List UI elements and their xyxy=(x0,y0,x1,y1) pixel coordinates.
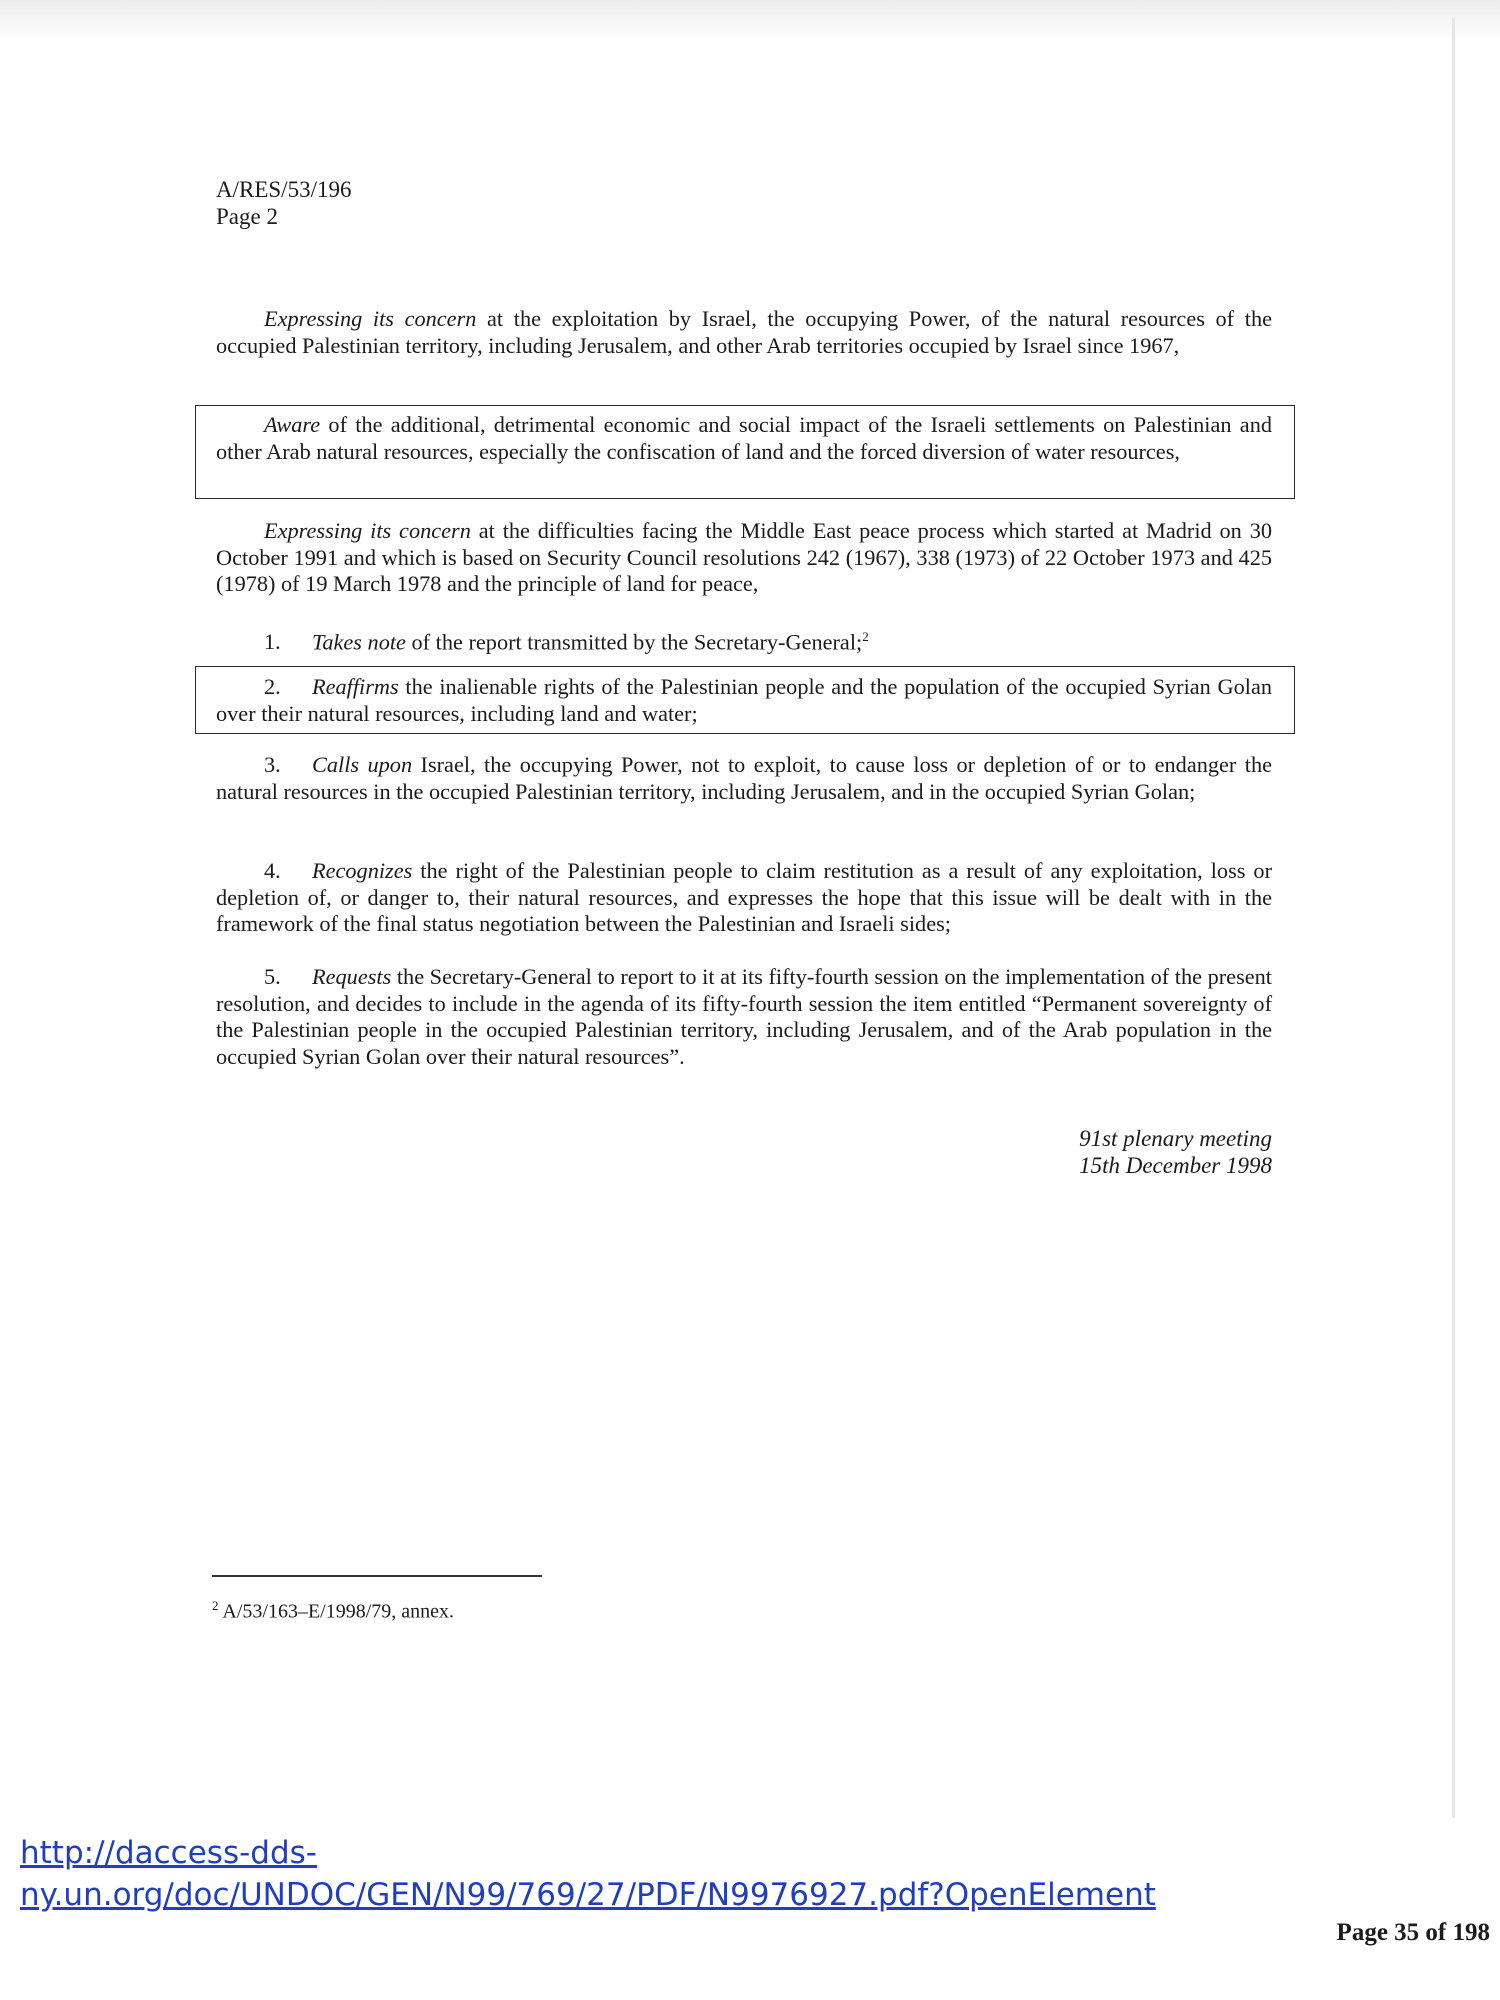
paragraph-number: 5. xyxy=(264,964,281,989)
paragraph-text: the right of the Palestinian people to claim restitution as a result of any exploitation, loss or depletion of, or danger to, their natural resources, and expresses the hope that this issue will be dealt with in the framework of the final status negotiation between the Palestinian and Israeli sides; xyxy=(216,858,1272,936)
operative-paragraph-3 xyxy=(216,752,1272,805)
footnote-divider xyxy=(212,1575,542,1577)
preamble-paragraph-1 xyxy=(216,306,1272,359)
preamble-paragraph-3 xyxy=(216,518,1272,598)
operative-paragraph-2 xyxy=(216,674,1272,727)
paragraph-lead: Takes note xyxy=(312,629,406,655)
document-page-label: Page 2 xyxy=(216,204,278,229)
page-number: Page 35 of 198 xyxy=(1336,1919,1490,1946)
footnote-ref: 2 xyxy=(862,629,869,644)
paragraph-text: Israel, the occupying Power, not to exploit, to cause loss or depletion of or to endanger the natural resources in the occupied Palestinian territory, including Jerusalem, and in the occupied Syrian Golan; xyxy=(216,752,1272,804)
paragraph-text: of the additional, detrimental economic and social impact of the Israeli settlements on Palestinian and other Arab natural resources, especially the confiscation of land and the forced diversion of water resources, xyxy=(216,412,1272,464)
paragraph-lead: Requests xyxy=(312,964,392,989)
document-symbol: A/RES/53/196 xyxy=(216,177,352,202)
footnote-marker: 2 xyxy=(212,1598,219,1613)
source-link-line-2[interactable]: ny.un.org/doc/UNDOC/GEN/N99/769/27/PDF/N9976927.pdf?OpenElement xyxy=(20,1877,1156,1913)
paragraph-text: the Secretary-General to report to it at its fifty-fourth session on the implementation of the present resolution, and decides to include in the agenda of its fifty-fourth session the item entitled “Permanent sovereignty of the Palestinian people in the occupied Palestinian territory, including Jerusalem, and of the Arab population in the occupied Syrian Golan over their natural resources”. xyxy=(216,964,1272,1069)
paragraph-lead: Reaffirms xyxy=(312,674,399,699)
scan-edge xyxy=(1452,18,1455,1818)
paragraph-lead: Expressing its concern xyxy=(264,306,477,331)
paragraph-text: at the exploitation by Israel, the occupying Power, of the natural resources of the occupied Palestinian territory, including Jerusalem, and other Arab territories occupied by Israel since 1967, xyxy=(216,306,1272,358)
paragraph-lead: Aware xyxy=(264,412,321,437)
paragraph-lead: Calls upon xyxy=(312,752,413,777)
footnote xyxy=(212,1594,454,1624)
paragraph-number: 4. xyxy=(264,858,281,883)
scan-shade xyxy=(0,0,1500,40)
source-link[interactable] xyxy=(20,1832,1156,1916)
operative-paragraph-1 xyxy=(216,624,1272,656)
paragraph-text: at the difficulties facing the Middle East peace process which started at Madrid on 30 October 1991 and which is based on Security Council resolutions 242 (1967), 338 (1973) of 22 October 1973 and 425 (1978) of 19 March 1978 and the principle of land for peace, xyxy=(216,518,1272,596)
paragraph-text: the inalienable rights of the Palestinian people and the population of the occupied Syrian Golan over their natural resources, including land and water; xyxy=(216,674,1272,726)
signoff xyxy=(900,1125,1272,1179)
paragraph-lead: Expressing its concern xyxy=(264,518,471,543)
paragraph-number: 3. xyxy=(264,752,281,777)
paragraph-number: 2. xyxy=(264,674,281,699)
paragraph-number: 1. xyxy=(264,629,281,655)
operative-paragraph-5 xyxy=(216,964,1272,1070)
paragraph-text: of the report transmitted by the Secretary-General; xyxy=(405,629,863,655)
source-link-line-1[interactable]: http://daccess-dds- xyxy=(20,1835,317,1871)
document-header xyxy=(216,176,351,230)
preamble-paragraph-2 xyxy=(216,412,1272,465)
footnote-text: A/53/163–E/1998/79, annex. xyxy=(218,1600,455,1623)
paragraph-lead: Recognizes xyxy=(312,858,413,883)
operative-paragraph-4 xyxy=(216,858,1272,938)
meeting-label: 91st plenary meeting xyxy=(1079,1126,1272,1151)
meeting-date: 15th December 1998 xyxy=(1079,1153,1272,1178)
